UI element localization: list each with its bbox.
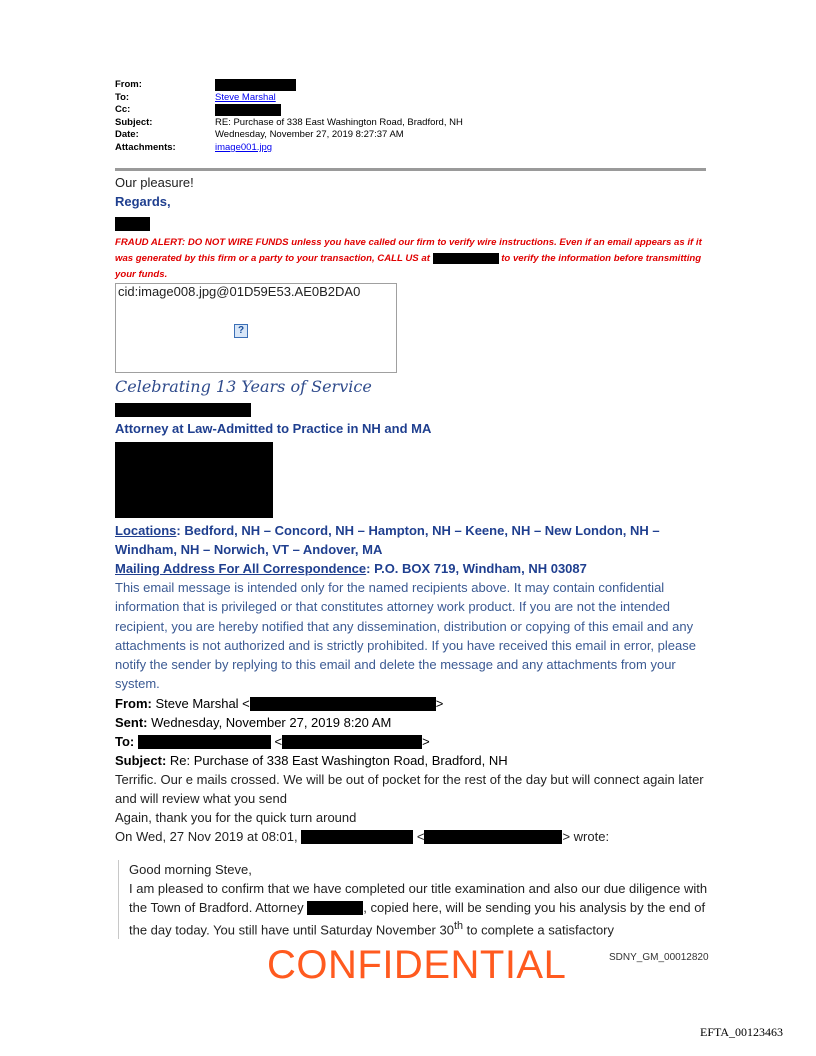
header-to-row	[115, 92, 705, 105]
redaction	[138, 735, 271, 749]
quoted-from: From: Steve Marshal < >	[115, 695, 444, 711]
redaction	[433, 253, 499, 264]
quoted-subject	[115, 751, 715, 770]
quoted-sent-value: Wednesday, November 27, 2019 8:20 AM	[151, 714, 392, 730]
cc-label: Cc:	[115, 104, 131, 116]
redaction	[424, 830, 562, 844]
bates-number: SDNY_GM_00012820	[609, 952, 709, 963]
redaction	[115, 442, 273, 518]
header-attachments-row	[115, 142, 705, 155]
to-link[interactable]: Steve Marshal	[215, 91, 276, 103]
inner-paragraph	[129, 879, 715, 939]
header-cc-row	[115, 104, 705, 117]
office-locations	[115, 521, 715, 559]
inner-para-1a: I am pleased to confirm that we have completed our title examination and also our due diligence with the Town of Bradford. Attorney	[129, 880, 708, 915]
redaction	[301, 830, 413, 844]
inner-greeting: Good morning Steve,	[129, 861, 252, 877]
signature-name-row	[115, 215, 715, 229]
redaction	[307, 901, 363, 915]
quoted-subject-label: Subject:	[115, 752, 167, 768]
locations-label: Locations	[115, 523, 177, 538]
mailing-address	[115, 559, 715, 578]
attachment-link[interactable]: image001.jpg	[215, 141, 273, 153]
inner-para-1c: to complete a satisfactory	[463, 922, 615, 938]
broken-image-icon: ?	[234, 324, 248, 338]
quoted-inner-message	[118, 860, 715, 939]
mailing-label: Mailing Address For All Correspondence	[115, 561, 367, 576]
image-cid-text: cid:image008.jpg@01D59E53.AE0B2DA0	[118, 284, 361, 299]
regards: Regards,	[115, 194, 171, 209]
mailing-text: : P.O. BOX 719	[366, 561, 456, 576]
logo-redaction-row	[115, 442, 715, 518]
efta-number: EFTA_00123463	[700, 1025, 784, 1039]
quoted-to: To: < >	[115, 733, 430, 749]
header-from-row	[115, 79, 705, 92]
header-date-row	[115, 129, 705, 142]
subject-label: Subject:	[115, 116, 153, 128]
missing-image-box	[115, 283, 397, 373]
date-value: Wednesday, November 27, 2019 8:27:37 AM	[215, 129, 404, 141]
confidential-stamp: CONFIDENTIAL	[267, 943, 567, 987]
email-body	[115, 173, 715, 939]
reply-greeting: Our pleasure!	[115, 175, 194, 190]
inner-para-sup: th	[453, 919, 463, 932]
attorney-name-row	[115, 401, 715, 415]
fraud-alert-text-2: to verify the information before transmitting your funds.	[115, 253, 702, 280]
quoted-sent-label: Sent:	[115, 714, 148, 730]
from-label: From:	[115, 79, 142, 90]
quoted-from-value: Steve Marshal <	[155, 695, 250, 711]
redaction	[215, 104, 281, 116]
quoted-body-1: Terrific. Our e mails crossed. We will be out of pocket for the rest of the day but will connect again later and will review what you send	[115, 771, 704, 806]
email-header	[115, 79, 705, 155]
on-wrote-line: On Wed, 27 Nov 2019 at 08:01, < > wrote:	[115, 828, 610, 844]
quoted-sent	[115, 713, 715, 732]
redaction	[282, 735, 422, 749]
quoted-to-label: To:	[115, 733, 135, 749]
header-subject-row	[115, 117, 705, 130]
to-label: To:	[115, 91, 130, 103]
redaction	[115, 403, 251, 417]
redaction	[115, 217, 150, 231]
mailing-city: , Windham, NH 03087	[455, 561, 587, 576]
quoted-body-2: Again, thank you for the quick turn around	[115, 809, 357, 825]
date-label: Date:	[115, 129, 139, 141]
fraud-alert-text-1: FRAUD ALERT: DO NOT WIRE FUNDS unless you have called our firm to verify wire instructions. Even if an email appears as if it was generated by this firm or a party to your transaction, CALL US at	[115, 237, 702, 264]
redaction	[250, 697, 436, 711]
attachments-label: Attachments:	[115, 141, 176, 153]
celebrating-tagline: Celebrating 13 Years of Service	[115, 377, 372, 396]
quoted-subject-value: Re: Purchase of 338 East Washington Road, Bradford, NH	[169, 752, 508, 768]
attorney-credentials: Attorney at Law-Admitted to Practice in NH and MA	[115, 421, 432, 436]
on-wrote-suffix: > wrote:	[562, 828, 610, 844]
confidentiality-disclaimer: This email message is intended only for the named recipients above. It may contain confidential information that is privileged or that constitutes attorney work product. If you are not the intended recipient, you are hereby notified that any dissemination, distribution or copying of this email and any attachments is not authorized and is strictly prohibited. If you have received this email in error, please notify the sender by replying to this email and delete the message and any attachments from your system.	[115, 580, 696, 692]
inner-para-1b: , copied here, will be sending you his analysis by the end of the day today. You still have until Saturday November 30	[129, 899, 706, 938]
on-wrote-prefix: On Wed, 27 Nov 2019 at 08:01,	[115, 828, 298, 844]
locations-text: : Bedford, NH – Concord, NH – Hampton, NH – Keene, NH – New London, NH – Windham, NH – Norwich, VT – Andover, MA	[115, 523, 660, 557]
quoted-from-label: From:	[115, 695, 152, 711]
fraud-alert	[115, 235, 715, 283]
header-divider	[115, 168, 706, 171]
subject-value: RE: Purchase of 338 East Washington Road, Bradford, NH	[215, 116, 463, 128]
redaction	[215, 79, 296, 91]
